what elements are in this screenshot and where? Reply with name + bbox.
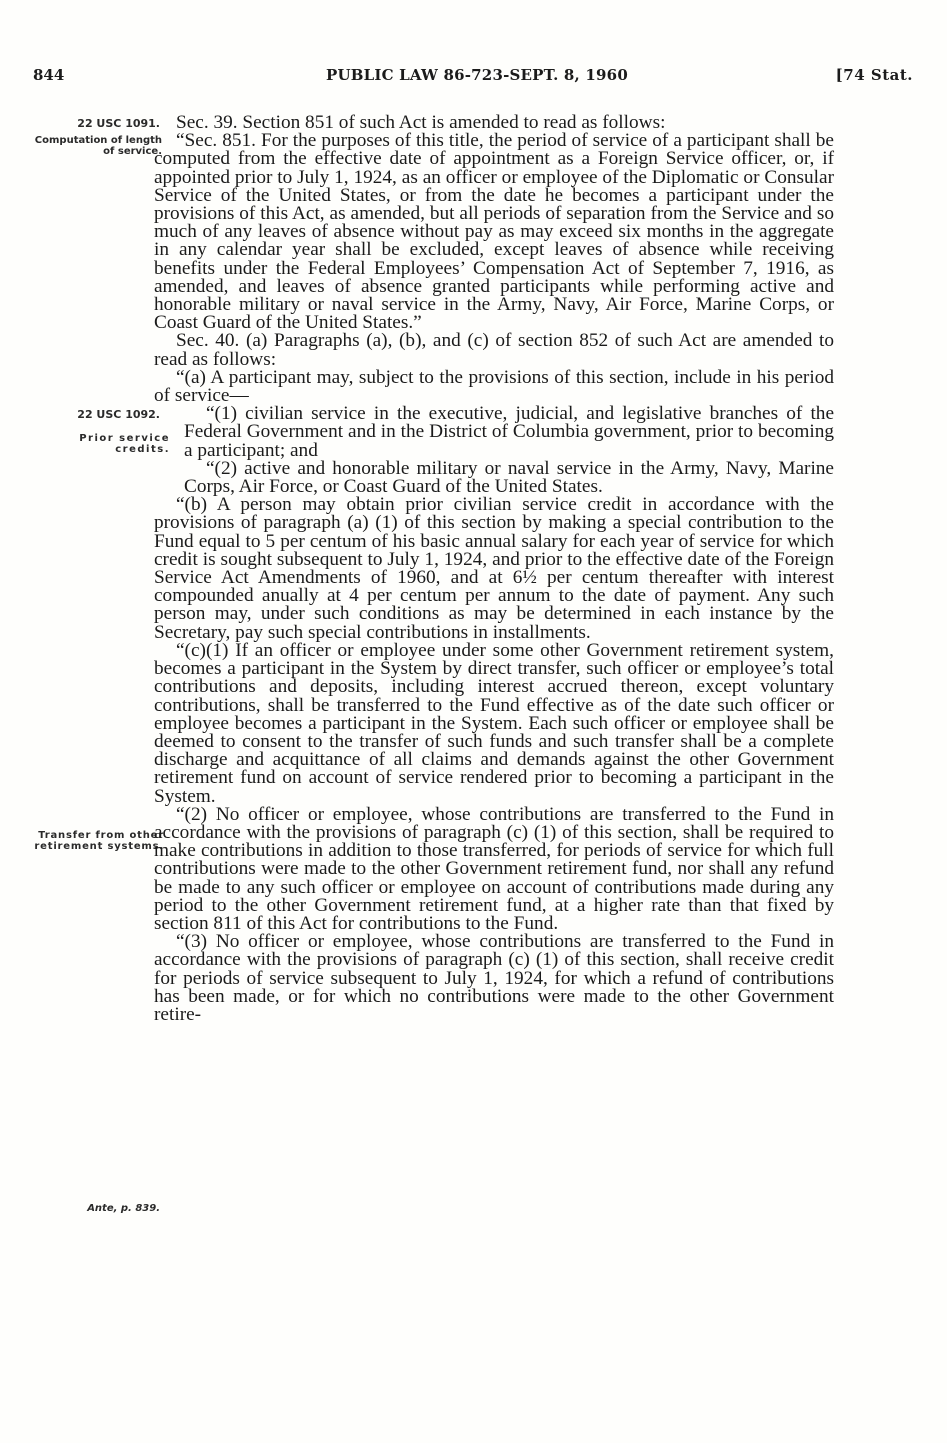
paragraph-a: “(a) A participant may, subject to the provisions of this section, include in his period of service— [154, 366, 834, 407]
margin-note-prior-service: Prior service credits. [79, 433, 170, 455]
page-number: 844 [33, 66, 65, 84]
margin-note-cite-1091: 22 USC 1091. [77, 117, 160, 130]
section-851: “Sec. 851. For the purposes of this title, the period of service of a participant shall be computed from the effective date of appointment as a Foreign Service officer, or, if appointed prior to July 1, 1924, as an officer or employee of the Diplomatic or Consular Service of the United States, or from the date he becomes a participant under the provisions of this Act, as amended, but all periods of separation from the Service and so much of any leaves of absence without pay as may exceed six months in the aggregate in any calendar year shall be excluded, except leaves of absence while receiving benefits under the Federal Employees’ Compensation Act of September 7, 1916, as amended, and leaves of absence granted participants while performing active and honorable military or naval service in the Army, Navy, Air Force, Marine Corps, or Coast Guard of the United States.” [154, 130, 834, 334]
paragraph-c-1: “(c)(1) If an officer or employee under some other Government retirement system, becomes a participant in the System by direct transfer, such officer or employee’s total contributions and deposits, including interest accrued thereon, except voluntary contributions, shall be transferred to the Fund effective as of the date such officer or employee becomes a participant in the System. Each such officer or employee shall be deemed to consent to the transfer of such funds and such transfer shall be a complete discharge and acquittance of all claims and demands against the other Government retirement fund on account of service rendered prior to becoming a participant in the System. [154, 639, 834, 807]
body-text [154, 114, 834, 1024]
running-title: PUBLIC LAW 86-723-SEPT. 8, 1960 [326, 66, 628, 84]
section-40: Sec. 40. (a) Paragraphs (a), (b), and (c) of section 852 of such Act are amended to read as follows: [154, 330, 834, 370]
paragraph-c-2: “(2) No officer or employee, whose contributions are transferred to the Fund in accordance with the provisions of paragraph (c) (1) of this section, shall be required to make contributions in addition to those transferred, for periods of service for which full contributions were made to the other Government retirement fund, nor shall any refund be made to any such officer or employee on account of contributions made during any period to the other Government retirement fund, at a higher rate than that fixed by section 811 of this Act for contributions to the Fund. [154, 803, 834, 934]
statute-reference: [74 Stat. [835, 66, 913, 84]
paragraph-a-2: “(2) active and honorable military or naval service in the Army, Navy, Marine Corps, Air Force, or Coast Guard of the United States. [184, 457, 834, 498]
paragraph-a-1: “(1) civilian service in the executive, judicial, and legislative branches of the Federal Government and in the District of Columbia government, prior to becoming a participant; and [184, 403, 834, 461]
margin-note-ante: Ante, p. 839. [87, 1203, 160, 1214]
paragraph-c-3: “(3) No officer or employee, whose contributions are transferred to the Fund in accordance with the provisions of paragraph (c) (1) of this section, shall receive credit for periods of service subsequent to July 1, 1924, for which a refund of contributions has been made, or for which no contributions were made to the other Government retire- [154, 931, 834, 1025]
margin-note-cite-1092: 22 USC 1092. [77, 408, 160, 421]
section-39: Sec. 39. Section 851 of such Act is amended to read as follows: [176, 112, 666, 133]
margin-note-computation: Computation of length of service. [34, 135, 162, 157]
paragraph-b: “(b) A person may obtain prior civilian service credit in accordance with the provisions of paragraph (a) (1) of this section by making a special contribution to the Fund equal to 5 per centum of his basic annual salary for each year of service for which credit is sought subsequent to July 1, 1924, and prior to the effective date of the Foreign Service Act Amendments of 1960, and at 6½ per centum thereafter with interest compounded anually at 4 per centum per annum to the date of payment. Any such person may, under such conditions as may be determined in each instance by the Secretary, pay such special contributions in installments. [154, 494, 834, 643]
page-header [33, 66, 913, 90]
margin-note-transfer: Transfer from other retirement systems. [34, 830, 164, 852]
